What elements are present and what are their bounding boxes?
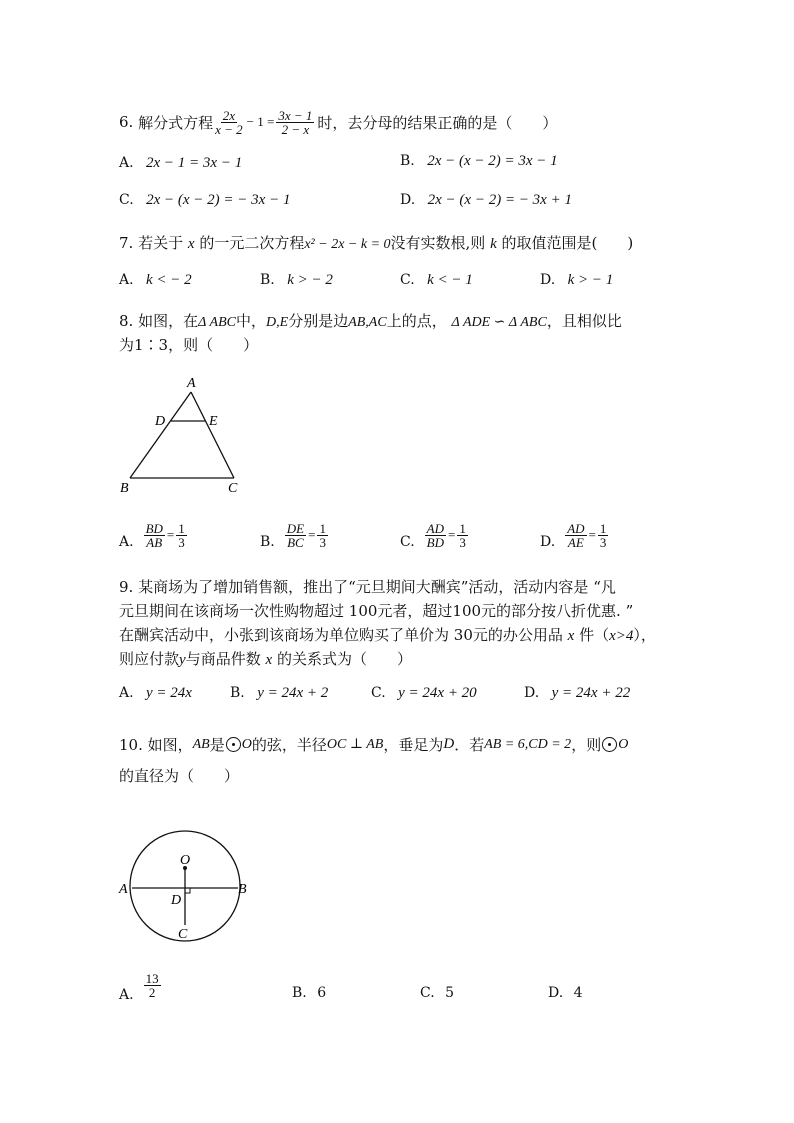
q7-option-b[interactable]: B. k > − 2 bbox=[260, 272, 333, 288]
q10-option-a[interactable]: A. $\frac{13}{2}$ bbox=[119, 971, 159, 1003]
q9-stem-line3: 在酬宾活动中，小张到该商场为单位购买了单价为 30元的办公用品 x 件（x>4）， bbox=[119, 626, 656, 644]
q7-stem: 7. 若关于 x 的一元二次方程x² − 2x − k = 0没有实数根,则 k 的取值范围是( ) bbox=[119, 234, 634, 252]
q6-stem: 6. 解分式方程 $\frac{2x}{x - 2}$ − 1 = $\frac{3x - 1}{2 - x}$ 时，去分母的结果正确的是（ ） bbox=[119, 107, 558, 137]
side-ab bbox=[130, 392, 191, 478]
label-c: C bbox=[178, 927, 188, 942]
side-ac bbox=[191, 392, 234, 478]
right-angle-mark bbox=[185, 888, 190, 893]
label-b: B bbox=[238, 882, 247, 897]
label-o: O bbox=[180, 853, 191, 868]
q8-triangle-figure bbox=[110, 370, 260, 500]
label-a: A bbox=[187, 376, 196, 391]
circle-symbol-icon bbox=[226, 737, 241, 752]
q8-stem-line1: 8. 如图，在Δ ABC中，D,E分别是边AB,AC上的点， Δ ADE ∽ Δ ABC，且相似比 bbox=[119, 312, 622, 330]
q7-option-d[interactable]: D. k > − 1 bbox=[540, 272, 614, 288]
q8-option-a[interactable]: A. $\frac{BD}{AB}$ = $\frac{1}{3}$ bbox=[119, 520, 185, 550]
circle-symbol-icon-2 bbox=[602, 737, 617, 752]
label-d: D bbox=[155, 414, 166, 429]
q6-fraction-1: $\frac{2x}{x - 2}$ bbox=[215, 107, 243, 137]
label-c: C bbox=[228, 481, 238, 496]
q10-stem-line2: 的直径为（ ） bbox=[119, 767, 240, 785]
q10-option-d[interactable]: D. 4 bbox=[548, 985, 583, 1001]
q8-option-d[interactable]: D. $\frac{AD}{AE}$ = $\frac{1}{3}$ bbox=[540, 520, 607, 550]
q9-option-c[interactable]: C. y = 24x + 20 bbox=[371, 685, 477, 701]
q6-option-b[interactable]: B. 2x − (x − 2) = 3x − 1 bbox=[400, 153, 558, 169]
q10-circle-figure bbox=[110, 820, 260, 950]
q9-option-d[interactable]: D. y = 24x + 22 bbox=[524, 685, 631, 701]
q7-option-c[interactable]: C. k < − 1 bbox=[400, 272, 473, 288]
label-e: E bbox=[209, 414, 218, 429]
q8-option-b[interactable]: B. $\frac{DE}{BC}$ = $\frac{1}{3}$ bbox=[260, 520, 326, 550]
q10-option-b[interactable]: B. 6 bbox=[292, 985, 327, 1001]
q10-option-c[interactable]: C. 5 bbox=[420, 985, 455, 1001]
q9-option-a[interactable]: A. y = 24x bbox=[119, 685, 192, 701]
q10-stem-line1: 10. 如图， AB 是 O 的弦，半径 OC ⊥ AB ，垂足为 D ．若 AB = 6,CD = 2 ，则 O bbox=[119, 736, 629, 754]
q9-stem-line1: 9. 某商场为了增加销售额，推出了“元旦期间大酬宾”活动，活动内容是 “凡 bbox=[119, 578, 616, 596]
label-b: B bbox=[120, 481, 129, 496]
circle-center-dot-2 bbox=[608, 743, 611, 746]
q9-stem-line4: 则应付款y与商品件数 x 的关系式为（ ） bbox=[119, 650, 412, 668]
label-d: D bbox=[171, 893, 182, 908]
q6-option-d[interactable]: D. 2x − (x − 2) = − 3x + 1 bbox=[400, 192, 572, 208]
q9-option-b[interactable]: B. y = 24x + 2 bbox=[230, 685, 329, 701]
circle-center-dot bbox=[232, 743, 235, 746]
q6-option-a[interactable]: A. 2x − 1 = 3x − 1 bbox=[119, 155, 243, 171]
q8-stem-line2: 为1∶3，则（ ） bbox=[119, 336, 259, 354]
q8-option-c[interactable]: C. $\frac{AD}{BD}$ = $\frac{1}{3}$ bbox=[400, 520, 466, 550]
q7-option-a[interactable]: A. k < − 2 bbox=[119, 272, 192, 288]
q9-stem-line2: 元旦期间在该商场一次性购物超过 100元者，超过100元的部分按八折优惠. ” bbox=[119, 602, 634, 620]
q6-option-c[interactable]: C. 2x − (x − 2) = − 3x − 1 bbox=[119, 192, 291, 208]
q6-fraction-2: $\frac{3x - 1}{2 - x}$ bbox=[278, 107, 313, 137]
label-a: A bbox=[119, 882, 128, 897]
